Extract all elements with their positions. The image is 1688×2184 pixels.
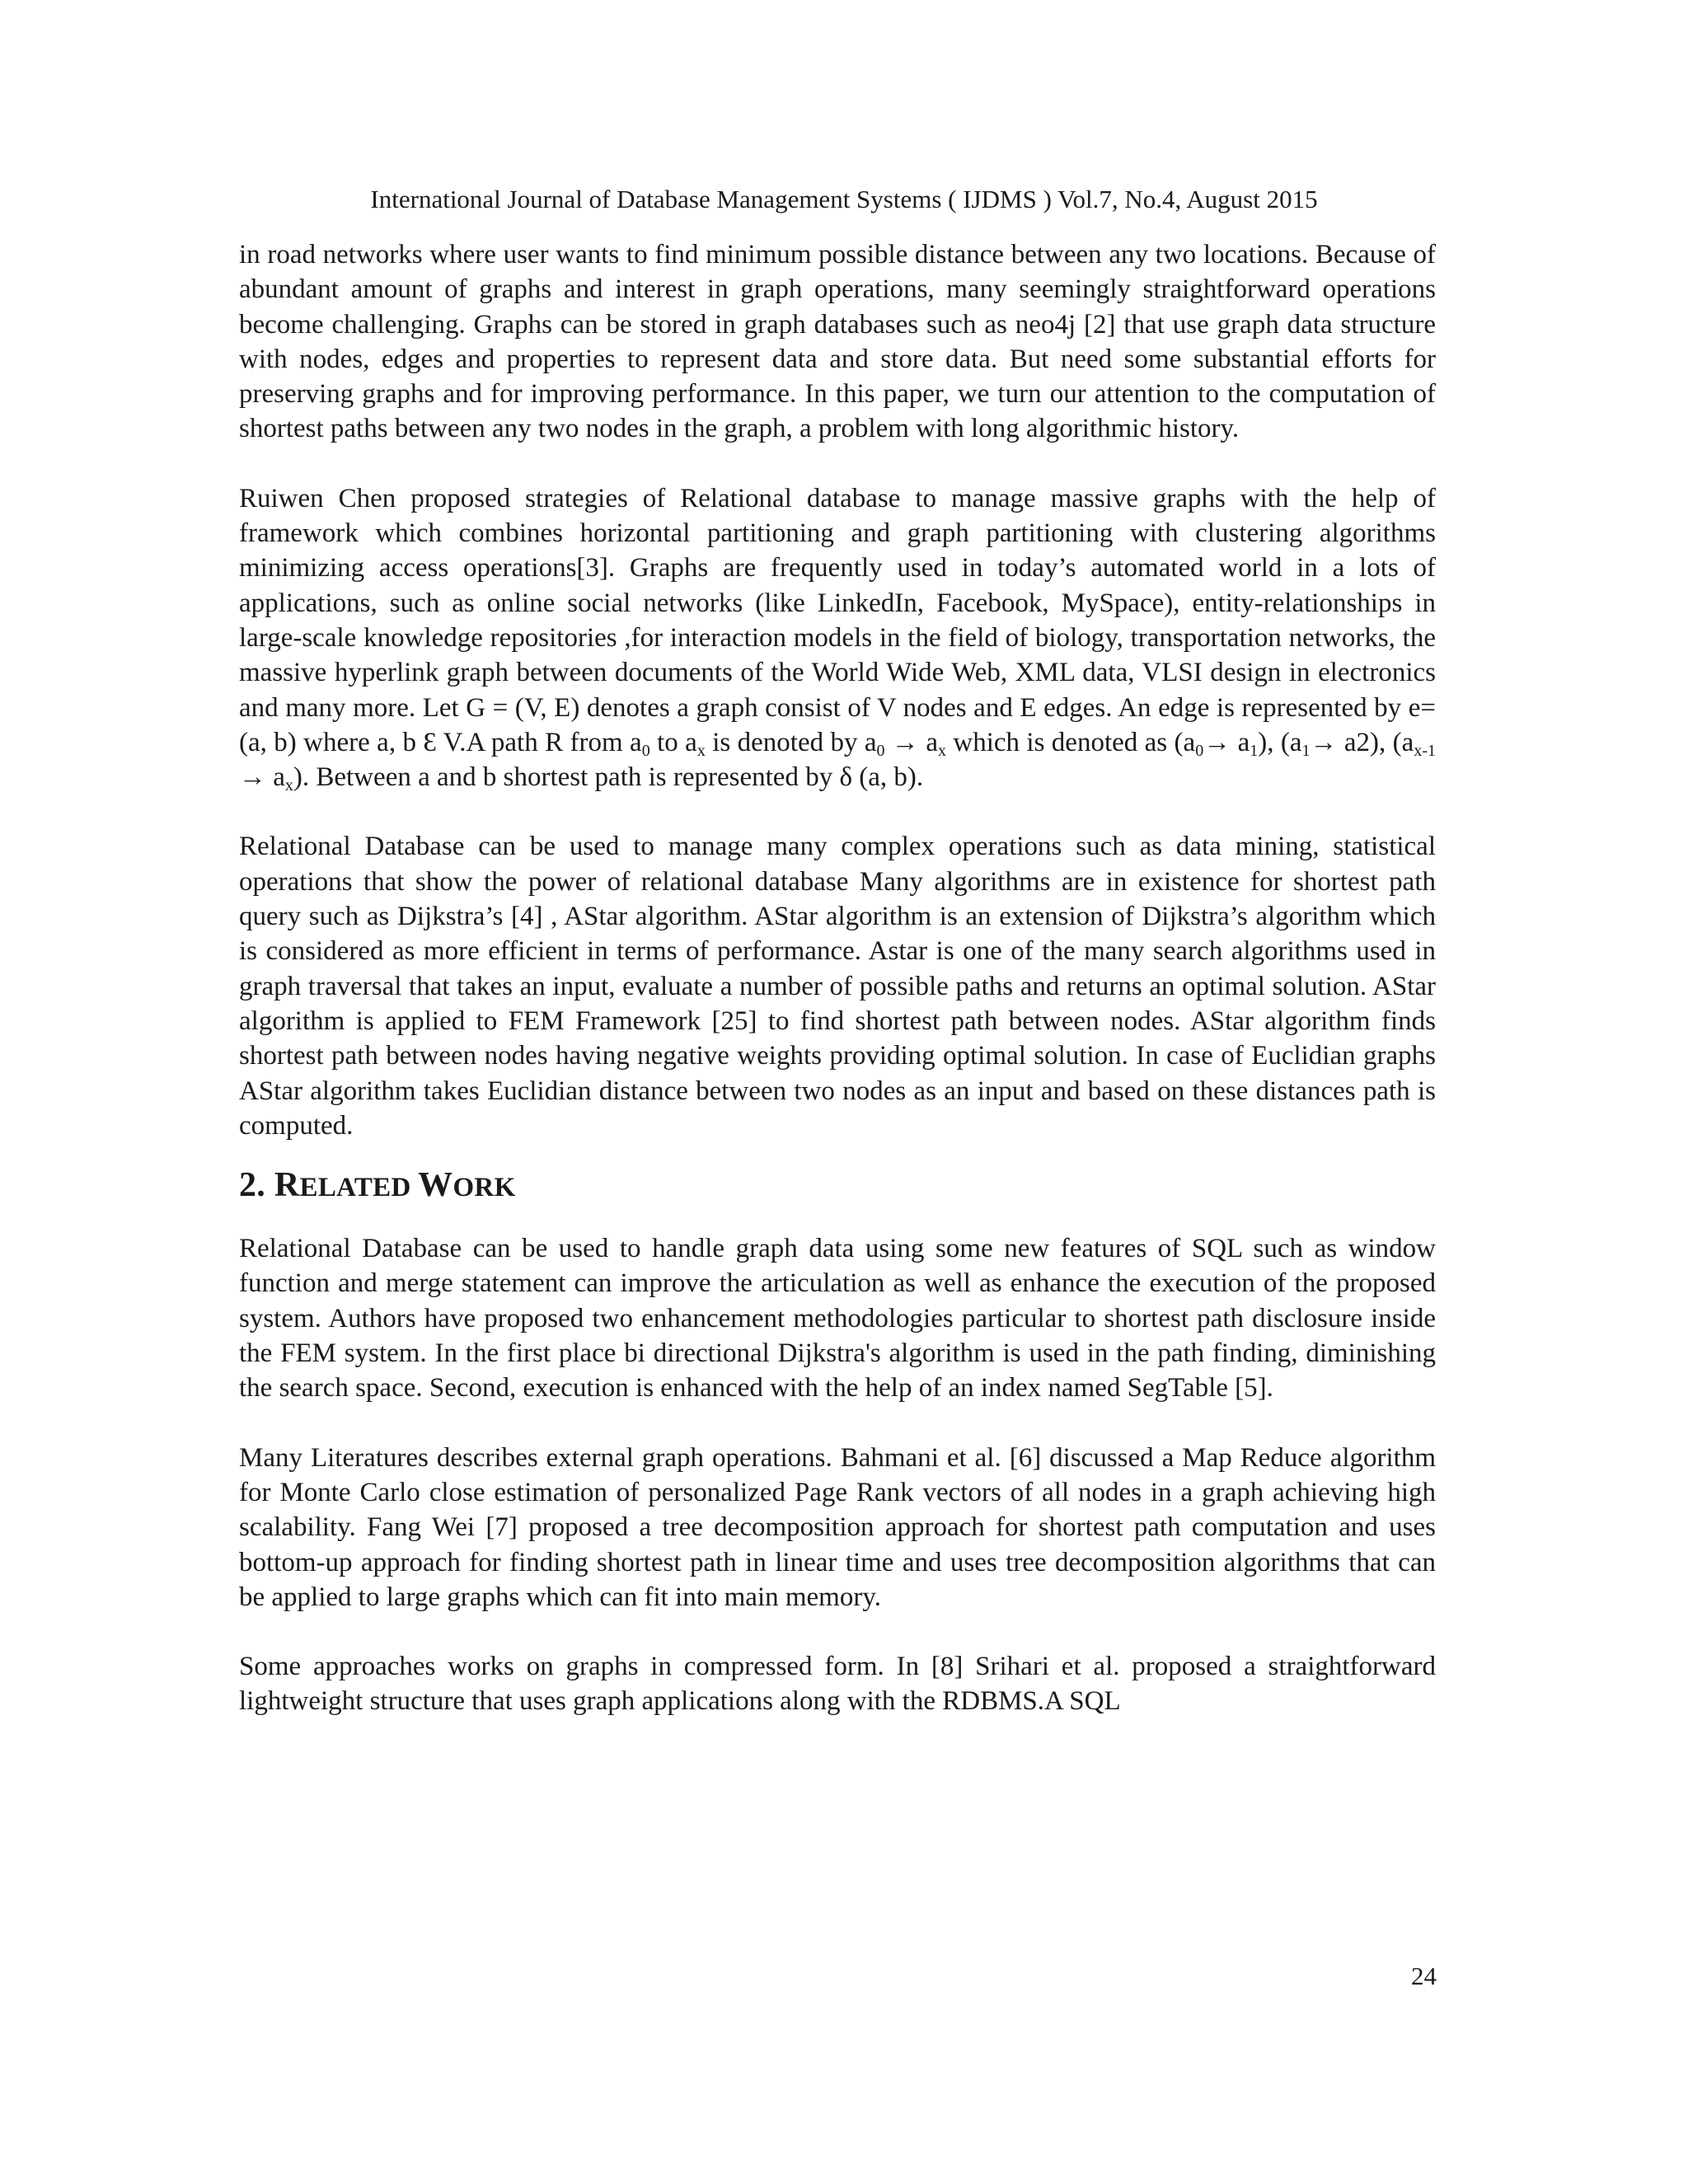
subscript: 0: [876, 741, 885, 760]
paragraph-gap: [239, 1615, 1436, 1649]
paragraph-related-3: Some approaches works on graphs in compressed form. In [8] Srihari et al. proposed a straightforward lightweight structure that uses graph applications along with the RDBMS.A SQL: [239, 1652, 1436, 1717]
running-header: International Journal of Database Management Systems ( IJDMS ) Vol.7, No.4, August 2015: [370, 185, 1318, 213]
subscript: x: [284, 776, 293, 795]
subscript: 1: [1250, 741, 1259, 760]
text-run: → a: [884, 727, 938, 757]
text-run: ). Between a and b shortest path is represented by δ (a, b).: [293, 762, 924, 793]
paragraph-intro-1: in road networks where user wants to find minimum possible distance between any two locations. Because of abundant amount of graphs and interest in graph operations, many seemingly straightforward operations become challenging. Graphs can be stored in graph databases such as neo4j [2] that use graph data structure with nodes, edges and properties to represent data and store data. But need some substantial efforts for preserving graphs and for improving performance. In this paper, we turn our attention to the computation of shortest paths between any two nodes in the graph, a problem with long algorithmic history.: [239, 240, 1436, 444]
heading-smallcaps: ORK: [452, 1173, 516, 1203]
text-run: which is denoted as (a: [945, 727, 1196, 757]
paragraph-gap: [239, 794, 1436, 829]
subscript: 1: [1301, 741, 1311, 760]
paragraph-related-2: Many Literatures describes external graph operations. Bahmani et al. [6] discussed a Map Reduce algorithm for Monte Carlo close estimation of personalized Page Rank vectors of all nodes in a graph achieving high scalability. Fang Wei [7] proposed a tree decomposition approach for shortest path computation and uses bottom-up approach for finding shortest path in linear time and uses tree decomposition algorithms that can be applied to large graphs which can fit into main memory.: [239, 1442, 1436, 1612]
section-heading: [239, 1165, 1436, 1208]
page-number: 24: [1411, 1961, 1437, 1990]
paragraph-intro-3: Relational Database can be used to manage many complex operations such as data mining, statistical operations that show the power of relational database Many algorithms are in existence for shortest path query such as Dijkstra’s [4] , AStar algorithm. AStar algorithm is an extension of Dijkstra’s algorithm which is considered as more efficient in terms of performance. Astar is one of the many search algorithms used in graph traversal that takes an input, evaluate a number of possible paths and returns an optimal solution. AStar algorithm is applied to FEM Framework [25] to find shortest path between nodes. AStar algorithm finds shortest path between nodes having negative weights providing optimal solution. In case of Euclidian graphs AStar algorithm takes Euclidian distance between two nodes as an input and based on these distances path is computed.: [239, 832, 1436, 1141]
section-number: 2.: [239, 1166, 274, 1205]
text-run: → a: [1203, 727, 1250, 757]
paragraph-gap: [239, 447, 1436, 481]
subscript: x-1: [1414, 741, 1436, 760]
heading-cap: R: [274, 1166, 300, 1205]
text-run: Ruiwen Chen proposed strategies of Relational database to manage massive graphs with the help of framework which combines horizontal partitioning and graph partitioning with clustering algorithms minimizing access operations[3]. Graphs are frequently used in today’s automated world in a lots of applications, such as online social networks (like LinkedIn, Facebook, MySpace), entity-relationships in large-scale knowledge repositories ,for interaction models in the field of biology, transportation networks, the massive hyperlink graph between documents of the World Wide Web, XML data, VLSI design in electronics and many more. Let G = (V, E) denotes a graph consist of V nodes and E edges. An edge is represented by e= (a, b) where a, b Ɛ V.A path R from a: [239, 483, 1436, 757]
heading-smallcaps: ELATED: [299, 1173, 419, 1203]
paragraph-intro-2: [239, 481, 1436, 795]
text-run: is denoted by a: [705, 727, 877, 757]
subscript: 0: [1195, 741, 1204, 760]
text-run: to a: [649, 727, 697, 757]
text-run: → a2), (a: [1310, 727, 1414, 757]
text-run: → a: [239, 762, 285, 793]
paragraph-gap: [239, 1406, 1436, 1441]
article-body: [239, 237, 1436, 1719]
text-run: ), (a: [1258, 727, 1302, 757]
subscript: 0: [641, 741, 650, 760]
heading-cap: W: [418, 1166, 453, 1205]
subscript: x: [696, 741, 706, 760]
subscript: x: [937, 741, 946, 760]
paragraph-related-1: Relational Database can be used to handle graph data using some new features of SQL such as window function and merge statement can improve the articulation as well as enhance the execution of the proposed system. Authors have proposed two enhancement methodologies particular to shortest path disclosure inside the FEM system. In the first place bi directional Dijkstra's algorithm is used in the path finding, diminishing the search space. Second, execution is enhanced with the help of an index named SegTable [5].: [239, 1234, 1436, 1404]
